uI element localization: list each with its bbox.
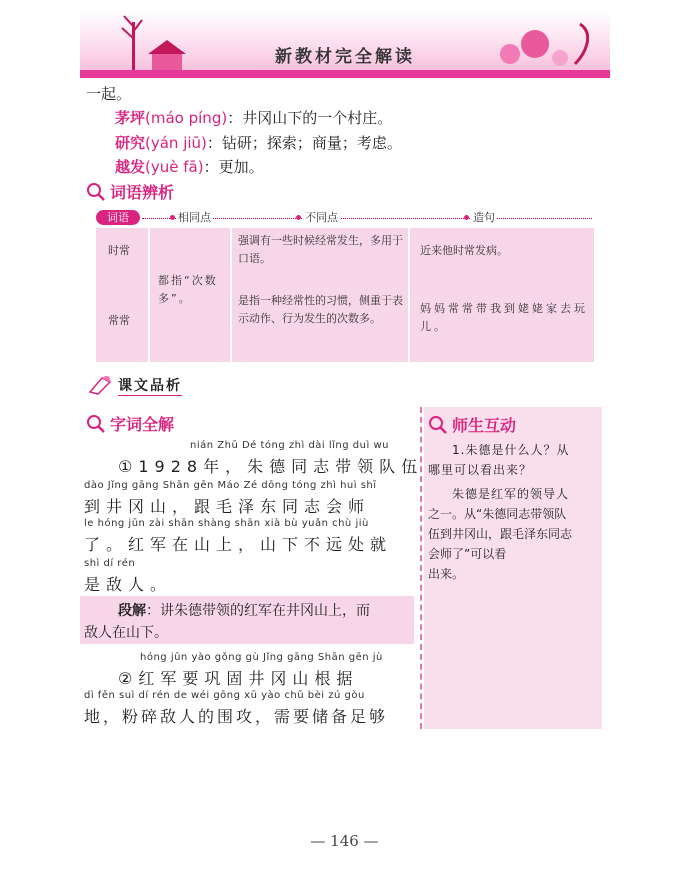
kewen-heading-text: 课文品析 (118, 375, 182, 396)
pinyin-line: hóng jūn yào gǒng gù Jǐng gāng Shān gēn jù (140, 652, 383, 663)
brush-note-icon (88, 374, 114, 396)
comparison-table-header (96, 210, 594, 226)
text-line: ②红军要巩固井冈山根据 (118, 669, 359, 688)
term-word: 研究 (115, 134, 146, 152)
question-line: 哪里可以看出来？ (428, 463, 533, 477)
header-divider (80, 70, 610, 78)
duanjie-label: 段解 (118, 603, 146, 619)
term-word: 越发 (115, 158, 146, 176)
text-line: 是敌人。 (84, 575, 173, 594)
term-yuefa (115, 157, 264, 177)
cibian-heading-text: 词语辨析 (110, 183, 175, 202)
term-pinyin: (yuè fā) (145, 158, 204, 176)
term-definition: ：钻研；探索；商量；考虑。 (206, 134, 402, 152)
continued-text: 一起。 (86, 85, 132, 103)
column-same: 相同点 (178, 211, 211, 224)
cibian-heading (86, 180, 174, 203)
answer-line: 朱德是红军的领导人 (452, 487, 570, 501)
column-word: 词语 (96, 210, 140, 225)
answer-line: 出来。 (428, 567, 465, 581)
magnifier-icon (428, 415, 448, 435)
kewen-heading (88, 374, 182, 396)
same-point-cell: 都指“次数多”。 (150, 228, 230, 362)
sentence-shichang: 近来他时常发病。 (420, 244, 508, 257)
term-definition: ：井冈山下的一个村庄。 (227, 109, 393, 127)
page-number: — 146 — (310, 832, 379, 850)
term-word: 茅坪 (115, 109, 146, 127)
diff-point-cell (232, 228, 408, 362)
pinyin-line: dào Jǐng gāng Shān gēn Máo Zé dōng tóng zhì huì shī (84, 480, 377, 491)
pinyin-line: dì fěn suì dí rén de wéi gōng xū yào chǔ bèi zú gòu (84, 690, 365, 701)
shisheng-heading (428, 413, 516, 436)
duanjie-text: ：讲朱德带领的红军在井冈山上，而 (146, 603, 370, 619)
answer-line: 伍到井冈山，跟毛泽东同志 (428, 527, 573, 541)
sentence-changchang: 妈妈常常带我到姥姥家去玩儿。 (420, 302, 588, 333)
word-column (96, 228, 148, 362)
word-changchang: 常常 (108, 314, 130, 327)
shisheng-panel (424, 407, 602, 729)
magnifier-icon (86, 414, 106, 434)
term-maoping (115, 108, 392, 128)
question-line: 1.朱德是什么人？从 (452, 443, 570, 457)
header-banner (80, 10, 610, 78)
term-yanjiu (115, 133, 402, 153)
column-marker (170, 215, 175, 220)
zici-heading (86, 412, 174, 435)
text-line: 到井冈山，跟毛泽东同志会师 (84, 497, 371, 516)
column-marker (296, 215, 301, 220)
column-sentence: 造句 (473, 211, 495, 224)
term-definition: ：更加。 (203, 158, 264, 176)
term-pinyin: (máo píng) (145, 109, 228, 127)
diff-changchang: 是指一种经常性的习惯，侧重于表示动作、行为发生的次数多。 (238, 294, 403, 325)
text-line: 了。红军在山上，山下不远处就 (84, 535, 393, 554)
header-title: 新教材完全解读 (275, 47, 415, 67)
word-shichang: 时常 (108, 244, 130, 257)
duanjie-line-2: 敌人在山下。 (84, 625, 168, 641)
answer-line: 之一。从“朱德同志带领队 (428, 507, 567, 521)
pinyin-line: shì dí rén (84, 558, 136, 569)
text-line: 地，粉碎敌人的围攻，需要储备足够 (84, 707, 389, 726)
zici-heading-text: 字词全解 (110, 415, 175, 434)
text-line: ①1928年，朱德同志带领队伍 (118, 457, 424, 476)
duanjie-line-1 (118, 600, 370, 620)
column-marker (464, 215, 469, 220)
answer-line: 会师了”可以看 (428, 547, 507, 561)
pinyin-line: nián Zhū Dé tóng zhì dài lǐng duì wu (190, 440, 389, 451)
magnifier-icon (86, 182, 106, 202)
shisheng-heading-text: 师生互动 (452, 416, 517, 435)
sentence-cell (410, 228, 594, 362)
pinyin-line: le hóng jūn zài shān shàng shān xià bù yuǎn chù jiù (84, 518, 369, 529)
diff-shichang: 强调有一些时候经常发生，多用于口语。 (238, 234, 403, 265)
duanjie-box (80, 596, 414, 644)
term-pinyin: (yán jiū) (145, 134, 207, 152)
column-divider (420, 407, 422, 729)
column-diff: 不同点 (305, 211, 338, 224)
